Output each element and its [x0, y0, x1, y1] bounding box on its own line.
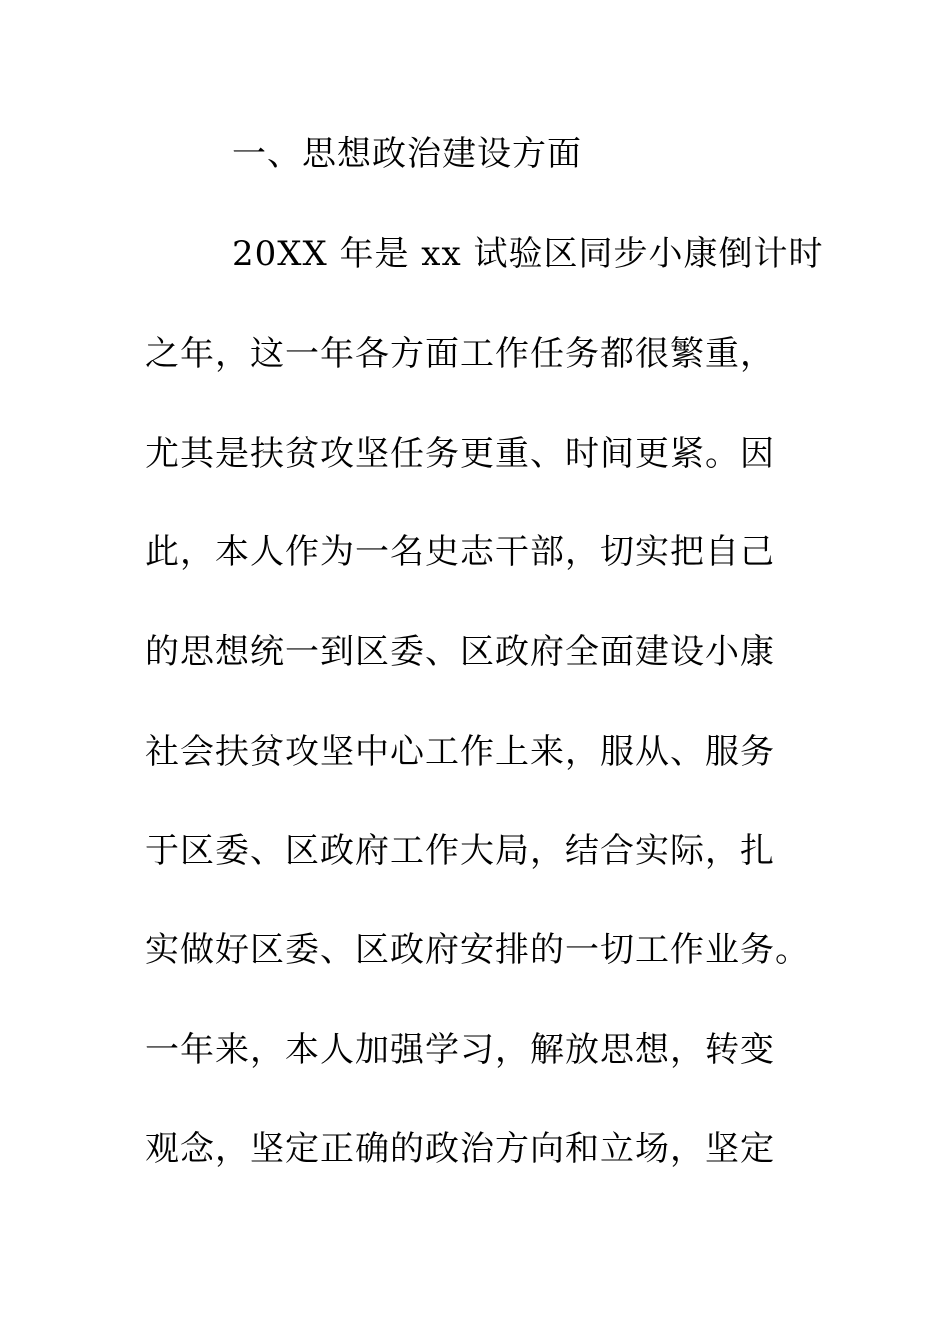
paragraph-line-10: 观念，坚定正确的政治方向和立场，坚定 — [145, 1129, 775, 1169]
paragraph-line-6: 社会扶贫攻坚中心工作上来，服从、服务 — [145, 732, 775, 772]
paragraph-line-7: 于区委、区政府工作大局，结合实际，扎 — [145, 831, 775, 871]
paragraph-line-2: 之年，这一年各方面工作任务都很繁重， — [145, 334, 775, 374]
section-heading: 一、思想政治建设方面 — [232, 134, 582, 174]
paragraph-line-8: 实做好区委、区政府安排的一切工作业务。 — [145, 930, 810, 970]
paragraph-line-5: 的思想统一到区委、区政府全面建设小康 — [145, 632, 775, 672]
paragraph-line-4: 此，本人作为一名史志干部，切实把自己 — [145, 532, 775, 572]
paragraph-line-3: 尤其是扶贫攻坚任务更重、时间更紧。因 — [145, 434, 775, 474]
paragraph-line-1: 20XX 年是 xx 试验区同步小康倒计时 — [232, 234, 824, 274]
paragraph-line-9: 一年来，本人加强学习，解放思想，转变 — [145, 1030, 775, 1070]
